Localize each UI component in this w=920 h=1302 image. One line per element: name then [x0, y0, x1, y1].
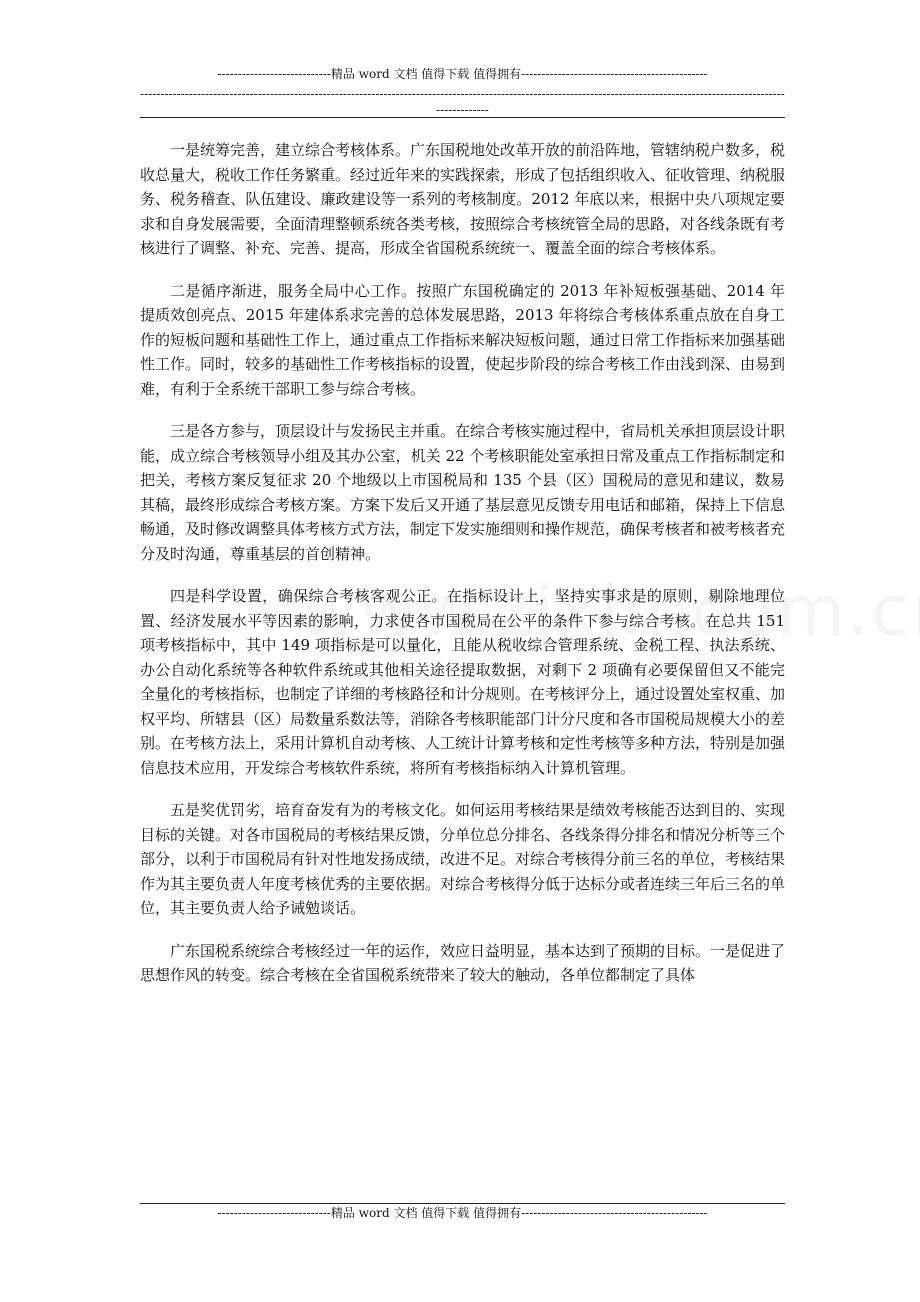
paragraph-1: 一是统筹完善，建立综合考核体系。广东国税地处改革开放的前沿阵地，管辖纳税户数多，税收总量大，税收工作任务繁重。经过近年来的实践探索，形成了包括组织收入、征收管理、纳税服务、税务稽查、队伍建设、廉政建设等一系列的考核制度。2012 年底以来，根据中央八项规定要求和自身发展需要，全面清理整顿系统各类考核，按照综合考核统管全局的思路，对各线条既有考核进行了调整、补充、完善、提高，形成全省国税系统统一、覆盖全面的综合考核体系。 — [140, 141, 786, 257]
header-dash-line: ---------------------------------------------------------------------------------------------------------------------------------------------------------------------------- — [140, 87, 785, 117]
paragraph-5: 五是奖优罚劣，培育奋发有为的考核文化。如何运用考核结果是绩效考核能否达到目的、实现目标的关键。对各市国税局的考核结果反馈，分单位总分排名、各线条得分排名和情况分析等三个部分，以利于市国税局有针对性地发扬成绩，改进不足。对综合考核得分前三名的单位，考核结果作为其主要负责人年度考核优秀的主要依据。对综合考核得分低于达标分或者连续三年后三名的单位，其主要负责人给予诫勉谈话。 — [140, 801, 786, 917]
paragraph-4: 四是科学设置，确保综合考核客观公正。在指标设计上，坚持实事求是的原则，剔除地理位置、经济发展水平等因素的影响，力求使各市国税局在公平的条件下参与综合考核。在总共 151 项考核指标中，其中 149 项指标是可以量化，且能从税收综合管理系统、金税工程、执法系统、办公自动化系统等各种软件系统或其他相关途径提取数据，对剩下 2 项确有必要保留但又不能完全量化的考核指标，也制定了详细的考核路径和计分规则。在考核评分上，通过设置处室权重、加权平均、所辖县（区）局数量系数法等，消除各考核职能部门计分尺度和各市国税局规模大小的差别。在考核方法上，采用计算机自动考核、人工统计计算考核和定性考核等多种方法，特别是加强信息技术应用，开发综合考核软件系统，将所有考核指标纳入计算机管理。 — [140, 587, 786, 777]
paragraph-6: 广东国税系统综合考核经过一年的运作，效应日益明显，基本达到了预期的目标。一是促进了思想作风的转变。综合考核在全省国税系统带来了较大的触动，各单位都制定了具体 — [140, 941, 786, 984]
paragraph-2: 二是循序渐进，服务全局中心工作。按照广东国税确定的 2013 年补短板强基础、2014 年提质效创亮点、2015 年建体系求完善的总体发展思路，2013 年将综合考核体系重点放在自身工作的短板问题和基础性工作上，通过重点工作指标来解决短板问题，通过日常工作指标来加强基础性工作。同时，较多的基础性工作考核指标的设置，使起步阶段的综合考核工作由浅到深、由易到难，有利于全系统干部职工参与综合考核。 — [140, 281, 786, 398]
page-header — [140, 66, 785, 120]
page-footer: ----------------------------精品 word 文档 值得下载 值得拥有---------------------------------------------- — [217, 1206, 708, 1220]
document-body — [140, 138, 785, 1006]
header-rule — [140, 117, 785, 118]
header-banner-text: ----------------------------精品 word 文档 值得下载 值得拥有---------------------------------------------- — [217, 67, 708, 81]
footer-rule — [140, 1203, 785, 1204]
paragraph-3: 三是各方参与，顶层设计与发扬民主并重。在综合考核实施过程中，省局机关承担顶层设计职能，成立综合考核领导小组及其办公室，机关 22 个考核职能处室承担日常及重点工作指标制定和把关，考核方案反复征求 20 个地级以上市国税局和 135 个县（区）国税局的意见和建议，数易其稿，最终形成综合考核方案。方案下发后又开通了基层意见反馈专用电话和邮箱，保持上下信息畅通，及时修改调整具体考核方式方法，制定下发实施细则和操作规范，确保考核者和被考核者充分及时沟通，尊重基层的首创精神。 — [140, 422, 786, 563]
